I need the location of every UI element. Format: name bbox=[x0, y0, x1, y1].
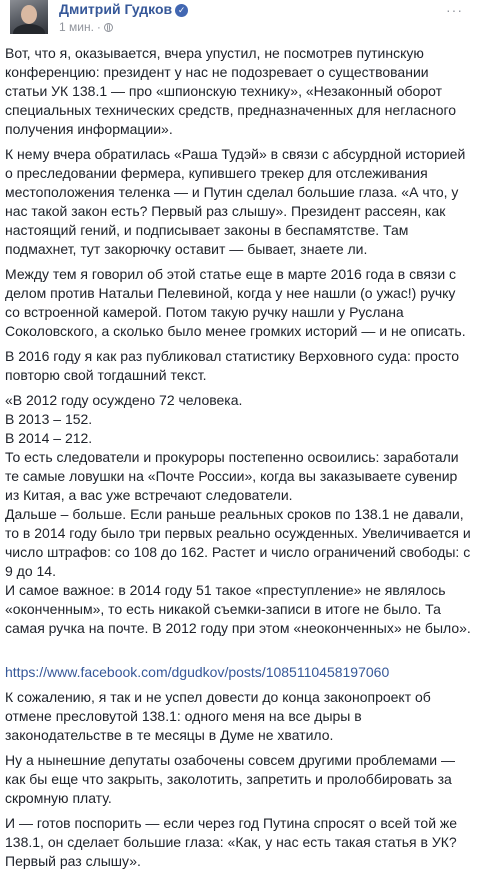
post-header bbox=[5, 0, 473, 44]
post-paragraph: И — готов поспорить — если через год Путина спросят о всей той же 138.1, он сделает большие глаза: «Как, у нас есть такая статья в УК? Первый раз слышу». bbox=[5, 815, 458, 869]
author-name[interactable]: Дмитрий Гудков bbox=[59, 1, 173, 17]
more-options-icon[interactable]: ··· bbox=[446, 2, 463, 18]
public-globe-icon[interactable] bbox=[104, 23, 113, 32]
author-avatar[interactable] bbox=[10, 0, 48, 34]
post-quote-paragraph: «В 2012 году осуждено 72 человека. В 2013 – 152. В 2014 – 212. То есть следователи и прокуроры постепенно освоились: заработали те самые ловушки на «Почте России», когда вы заказываете сувенир из Китая, а вас уже встречают следователи. Дальше – больше. Если раньше реальных сроков по 138.1 не давали, то в 2014 году было три первых реально осужденных. Увеличивается и число штрафов: со 108 до 162. Растет и число ограничений свободы: с 9 до 14. И самое важное: в 2014 году 51 такое «преступление» не являлось «оконченным», то есть никакой съемки-записи в итоге не было. Та самая ручка на почте. В 2012 году при этом «неоконченных» не было». bbox=[5, 392, 471, 636]
verified-badge-icon: ✓ bbox=[175, 4, 188, 17]
post-paragraph: В 2016 году я как раз публиковал статистику Верховного суда: просто повторю свой тогдашний текст. bbox=[5, 348, 459, 383]
post-body bbox=[5, 44, 473, 871]
avatar-shoulders-shape bbox=[13, 24, 45, 34]
post-paragraph: К нему вчера обратилась «Раша Тудэй» в связи с абсурдной историей о преследовании фермера, купившего трекер для отслеживания местоположения теленка — и Путин сделал большие глаза. «А что, у нас такой закон есть? Первый раз слышу». Президент рассеян, как настоящий гений, и подписывает законы в беспамятстве. Там подмахнет, тут закорючку оставит — бывает, знаете ли. bbox=[5, 146, 466, 257]
post-timestamp[interactable]: 1 мин. bbox=[59, 20, 94, 34]
post-paragraph: Ну а нынешние депутаты озабочены совсем другими проблемами — как бы еще что закрыть, заколотить, запретить и пролоббировать за скромную плату. bbox=[5, 752, 456, 806]
meta-separator: · bbox=[96, 20, 101, 34]
post-meta bbox=[59, 20, 113, 34]
post-paragraph: Вот, что я, оказывается, вчера упустил, не посмотрев путинскую конференцию: президент у нас не подозревает о существовании статьи УК 138.1 — про «шпионскую технику», «Незаконный оборот специальных технических средств, предназначенных для негласного получения информации». bbox=[5, 45, 457, 137]
author-name-row bbox=[59, 1, 188, 17]
post-link[interactable]: https://www.facebook.com/dgudkov/posts/1085110458197060 bbox=[5, 664, 390, 680]
avatar-head-shape bbox=[21, 5, 37, 24]
post-paragraph: К сожалению, я так и не успел довести до конца законопроект об отмене пресловутой 138.1: одного меня на все дыры в законодательстве в те месяцы в Думе не хватило. bbox=[5, 689, 431, 743]
post-link-paragraph bbox=[5, 644, 473, 682]
post-paragraph: Между тем я говорил об этой статье еще в марте 2016 года в связи с делом против Натальи Пелевиной, когда у нее нашли (о ужас!) ручку со встроенной камерой. Потом такую ручку нашли у Руслана Соколовского, а сколько было менее громких историй — и не описать. bbox=[5, 266, 466, 339]
